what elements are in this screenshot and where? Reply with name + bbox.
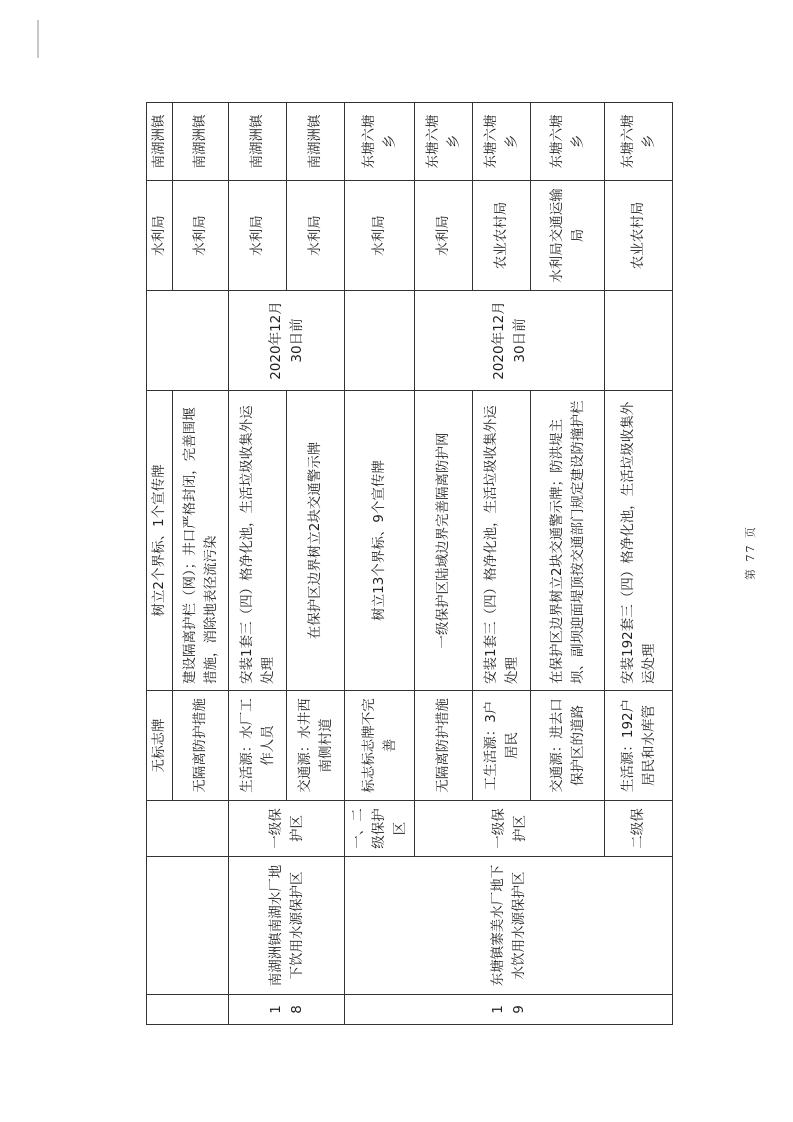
cell-measure: 安装192套三（四）格净化池，生活垃圾收集外运处理 [605, 391, 673, 691]
cell-dept: 水利局 [147, 181, 173, 291]
cell-zone: 一级保护区 [229, 801, 345, 857]
cell-blank [345, 291, 415, 391]
cell-deadline: 2020年12月30日前 [415, 291, 605, 391]
cell-problem: 无隔离防护措施 [415, 691, 473, 801]
cell-problem: 交通源：进去口保护区的道路 [531, 691, 605, 801]
cell-dept: 水利局交通运输局 [531, 181, 605, 291]
cell-measure: 在保护区边界树立2块交通警示牌；防洪堤主坝、副坝迎面堤顶按交通部门规定建设防撞护栏 [531, 391, 605, 691]
cell-dept: 水利局 [173, 181, 229, 291]
cell-measure: 建设隔离护栏（网）；井口严格封闭，完善围堰措施，消除地表径流污染 [173, 391, 229, 691]
cell-row-number: 19 [345, 995, 673, 1025]
cell-measure: 一级保护区陆域边界完善隔离防护网 [415, 391, 473, 691]
cell-measure: 安装1套三（四）格净化池，生活垃圾收集外运处理 [473, 391, 531, 691]
cell-problem: 无标志牌 [147, 691, 173, 801]
cell-dept: 水利局 [415, 181, 473, 291]
cell-town: 东塘六塘乡 [415, 103, 473, 181]
cell-problem: 无隔离防护措施 [173, 691, 229, 801]
cell-dept: 农业农村局 [605, 181, 673, 291]
cell-town: 东塘六塘乡 [605, 103, 673, 181]
cell-zone: 一、二级保护区 [345, 801, 415, 857]
cell-source-name: 南湖洲镇南湖水厂地下饮用水源保护区 [229, 857, 345, 995]
remediation-table [146, 102, 673, 1025]
cell-town: 南湖洲镇 [229, 103, 287, 181]
cell-town: 南湖洲镇 [287, 103, 345, 181]
table-row [147, 103, 173, 1025]
cell-blank [605, 291, 673, 391]
cell-blank [147, 291, 229, 391]
cell-town: 南湖洲镇 [147, 103, 173, 181]
cell-dept: 水利局 [229, 181, 287, 291]
table-row [229, 103, 287, 1025]
cell-town: 东塘六塘乡 [473, 103, 531, 181]
cell-blank [147, 801, 229, 857]
cell-problem: 交通源：水井西南侧村道 [287, 691, 345, 801]
cell-dept: 水利局 [287, 181, 345, 291]
cell-town: 东塘六塘乡 [345, 103, 415, 181]
cell-dept: 水利局 [345, 181, 415, 291]
rotated-table-wrapper [146, 114, 672, 1025]
cell-town: 东塘六塘乡 [531, 103, 605, 181]
scan-mark [37, 20, 39, 58]
cell-measure: 安装1套三（四）格净化池，生活垃圾收集外运处理 [229, 391, 287, 691]
cell-zone: 一级保护区 [415, 801, 605, 857]
cell-row-number: 18 [229, 995, 345, 1025]
cell-problem: 生活源：192户居民和水库管 [605, 691, 673, 801]
cell-zone: 二级保 [605, 801, 673, 857]
cell-problem: 工生活源：3户居民 [473, 691, 531, 801]
cell-problem: 生活源：水厂工作人员 [229, 691, 287, 801]
page-number: 第 77 页 [744, 525, 757, 580]
cell-deadline: 2020年12月30日前 [229, 291, 345, 391]
cell-measure: 树立2个界标、1个宣传牌 [147, 391, 173, 691]
cell-measure: 树立13个界标、9个宣传牌 [345, 391, 415, 691]
cell-source-name: 东塘镇寨美水厂地下水饮用水源保护区 [345, 857, 673, 995]
table-row [345, 103, 415, 1025]
cell-dept: 农业农村局 [473, 181, 531, 291]
cell-blank [147, 995, 229, 1025]
cell-problem: 标志标志牌不完善 [345, 691, 415, 801]
cell-town: 南湖洲镇 [173, 103, 229, 181]
cell-measure: 在保护区边界树立2块交通警示牌 [287, 391, 345, 691]
cell-blank [147, 857, 229, 995]
